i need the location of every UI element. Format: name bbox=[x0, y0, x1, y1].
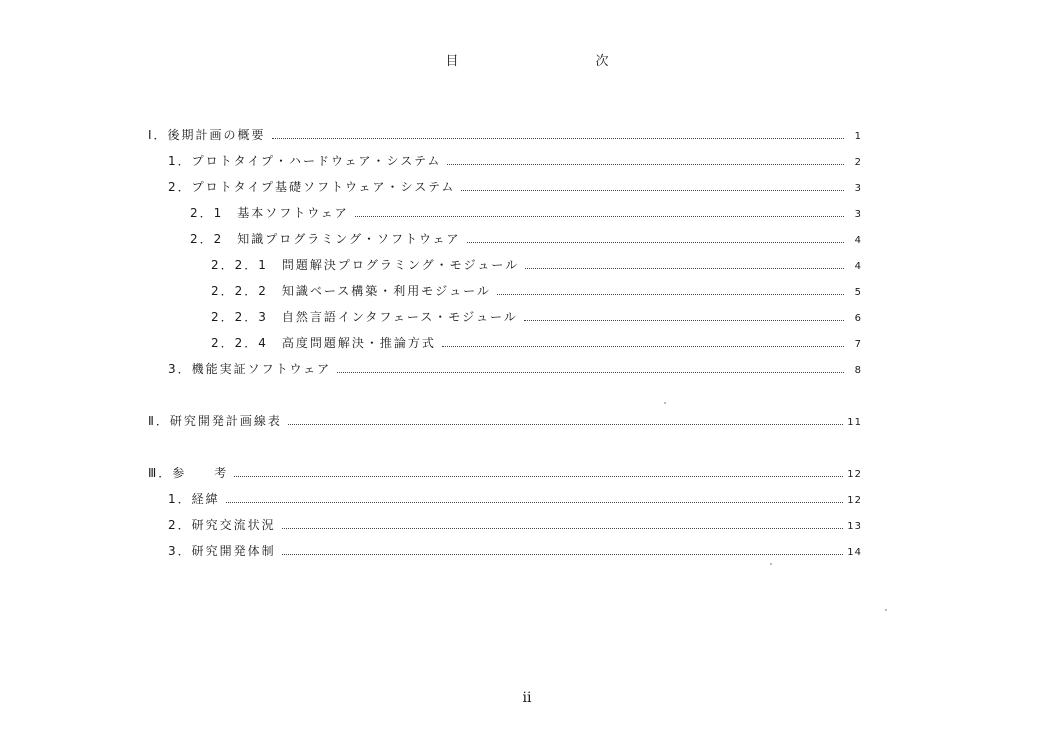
toc-entry bbox=[168, 360, 862, 380]
toc-dot-leader bbox=[467, 242, 844, 243]
toc-entry-label: 3．機能実証ソフトウェア bbox=[168, 362, 332, 376]
toc-dot-leader bbox=[272, 138, 844, 139]
toc-dot-leader bbox=[525, 268, 844, 269]
toc-entry-page: 11 bbox=[847, 417, 862, 428]
toc-entry-label: Ⅰ．後期計画の概要 bbox=[148, 128, 266, 142]
toc-entry bbox=[190, 230, 862, 250]
toc-entry bbox=[168, 490, 862, 510]
toc-dot-leader bbox=[226, 502, 844, 503]
toc-entry-page: 8 bbox=[854, 365, 862, 376]
toc-entry-label: 2．プロトタイプ基礎ソフトウェア・システム bbox=[168, 180, 456, 194]
toc-entry-label: 2．2 知識プログラミング・ソフトウェア bbox=[190, 232, 461, 246]
toc-dot-leader bbox=[447, 164, 844, 165]
toc-entry bbox=[211, 308, 862, 328]
page-title: 目 次 bbox=[445, 54, 671, 69]
toc-dot-leader bbox=[337, 372, 844, 373]
toc-entry-label: 1．経緯 bbox=[168, 492, 220, 506]
toc-entry-page: 7 bbox=[854, 339, 862, 350]
toc-entry-label: Ⅱ．研究開発計画線表 bbox=[148, 414, 282, 428]
toc-dot-leader bbox=[442, 346, 844, 347]
toc-entry-label: 2．研究交流状況 bbox=[168, 518, 276, 532]
toc-entry bbox=[211, 256, 862, 276]
toc-dot-leader bbox=[234, 476, 843, 477]
toc-entry-label: 1．プロトタイプ・ハードウェア・システム bbox=[168, 154, 442, 168]
scan-speck bbox=[770, 563, 772, 565]
toc-entry bbox=[168, 516, 862, 536]
toc-dot-leader bbox=[355, 216, 844, 217]
toc-entry-page: 3 bbox=[854, 183, 862, 194]
toc-entry bbox=[148, 412, 862, 432]
toc-entry bbox=[148, 126, 862, 146]
toc-entry-label: 2．2．1 問題解決プログラミング・モジュール bbox=[211, 258, 520, 272]
toc-entry-label: 2．2．3 自然言語インタフェース・モジュール bbox=[211, 310, 518, 324]
toc-entry-label: 2．1 基本ソフトウェア bbox=[190, 206, 349, 220]
toc-entry bbox=[168, 152, 862, 172]
toc-dot-leader bbox=[497, 294, 844, 295]
toc-entry-label: 2．2．2 知識ベース構築・利用モジュール bbox=[211, 284, 491, 298]
toc-dot-leader bbox=[461, 190, 844, 191]
toc-entry-page: 14 bbox=[847, 547, 862, 558]
scan-speck bbox=[885, 609, 887, 611]
toc-entry-page: 12 bbox=[847, 495, 862, 506]
toc-entry-page: 2 bbox=[854, 157, 862, 168]
toc-entry-label: Ⅲ．参 考 bbox=[148, 466, 229, 480]
toc-dot-leader bbox=[524, 320, 844, 321]
toc-entry-page: 6 bbox=[854, 313, 862, 324]
toc-dot-leader bbox=[288, 424, 843, 425]
toc-entry-label: 3．研究開発体制 bbox=[168, 544, 276, 558]
toc-entry-page: 1 bbox=[854, 131, 862, 142]
toc-entry-page: 3 bbox=[854, 209, 862, 220]
toc-entry bbox=[211, 282, 862, 302]
toc-entry bbox=[168, 178, 862, 198]
toc-entry-page: 13 bbox=[847, 521, 862, 532]
toc-dot-leader bbox=[282, 528, 844, 529]
toc-entry bbox=[211, 334, 862, 354]
toc-entry bbox=[148, 464, 862, 484]
toc-entry-page: 5 bbox=[854, 287, 862, 298]
toc-entry-page: 4 bbox=[854, 235, 862, 246]
toc-dot-leader bbox=[282, 554, 844, 555]
page-number: ii bbox=[522, 690, 532, 706]
toc-entry-page: 12 bbox=[847, 469, 862, 480]
toc-entry-label: 2．2．4 高度問題解決・推論方式 bbox=[211, 336, 436, 350]
toc-entry bbox=[168, 542, 862, 562]
scan-speck bbox=[664, 402, 666, 404]
toc-entry bbox=[190, 204, 862, 224]
toc-entry-page: 4 bbox=[854, 261, 862, 272]
